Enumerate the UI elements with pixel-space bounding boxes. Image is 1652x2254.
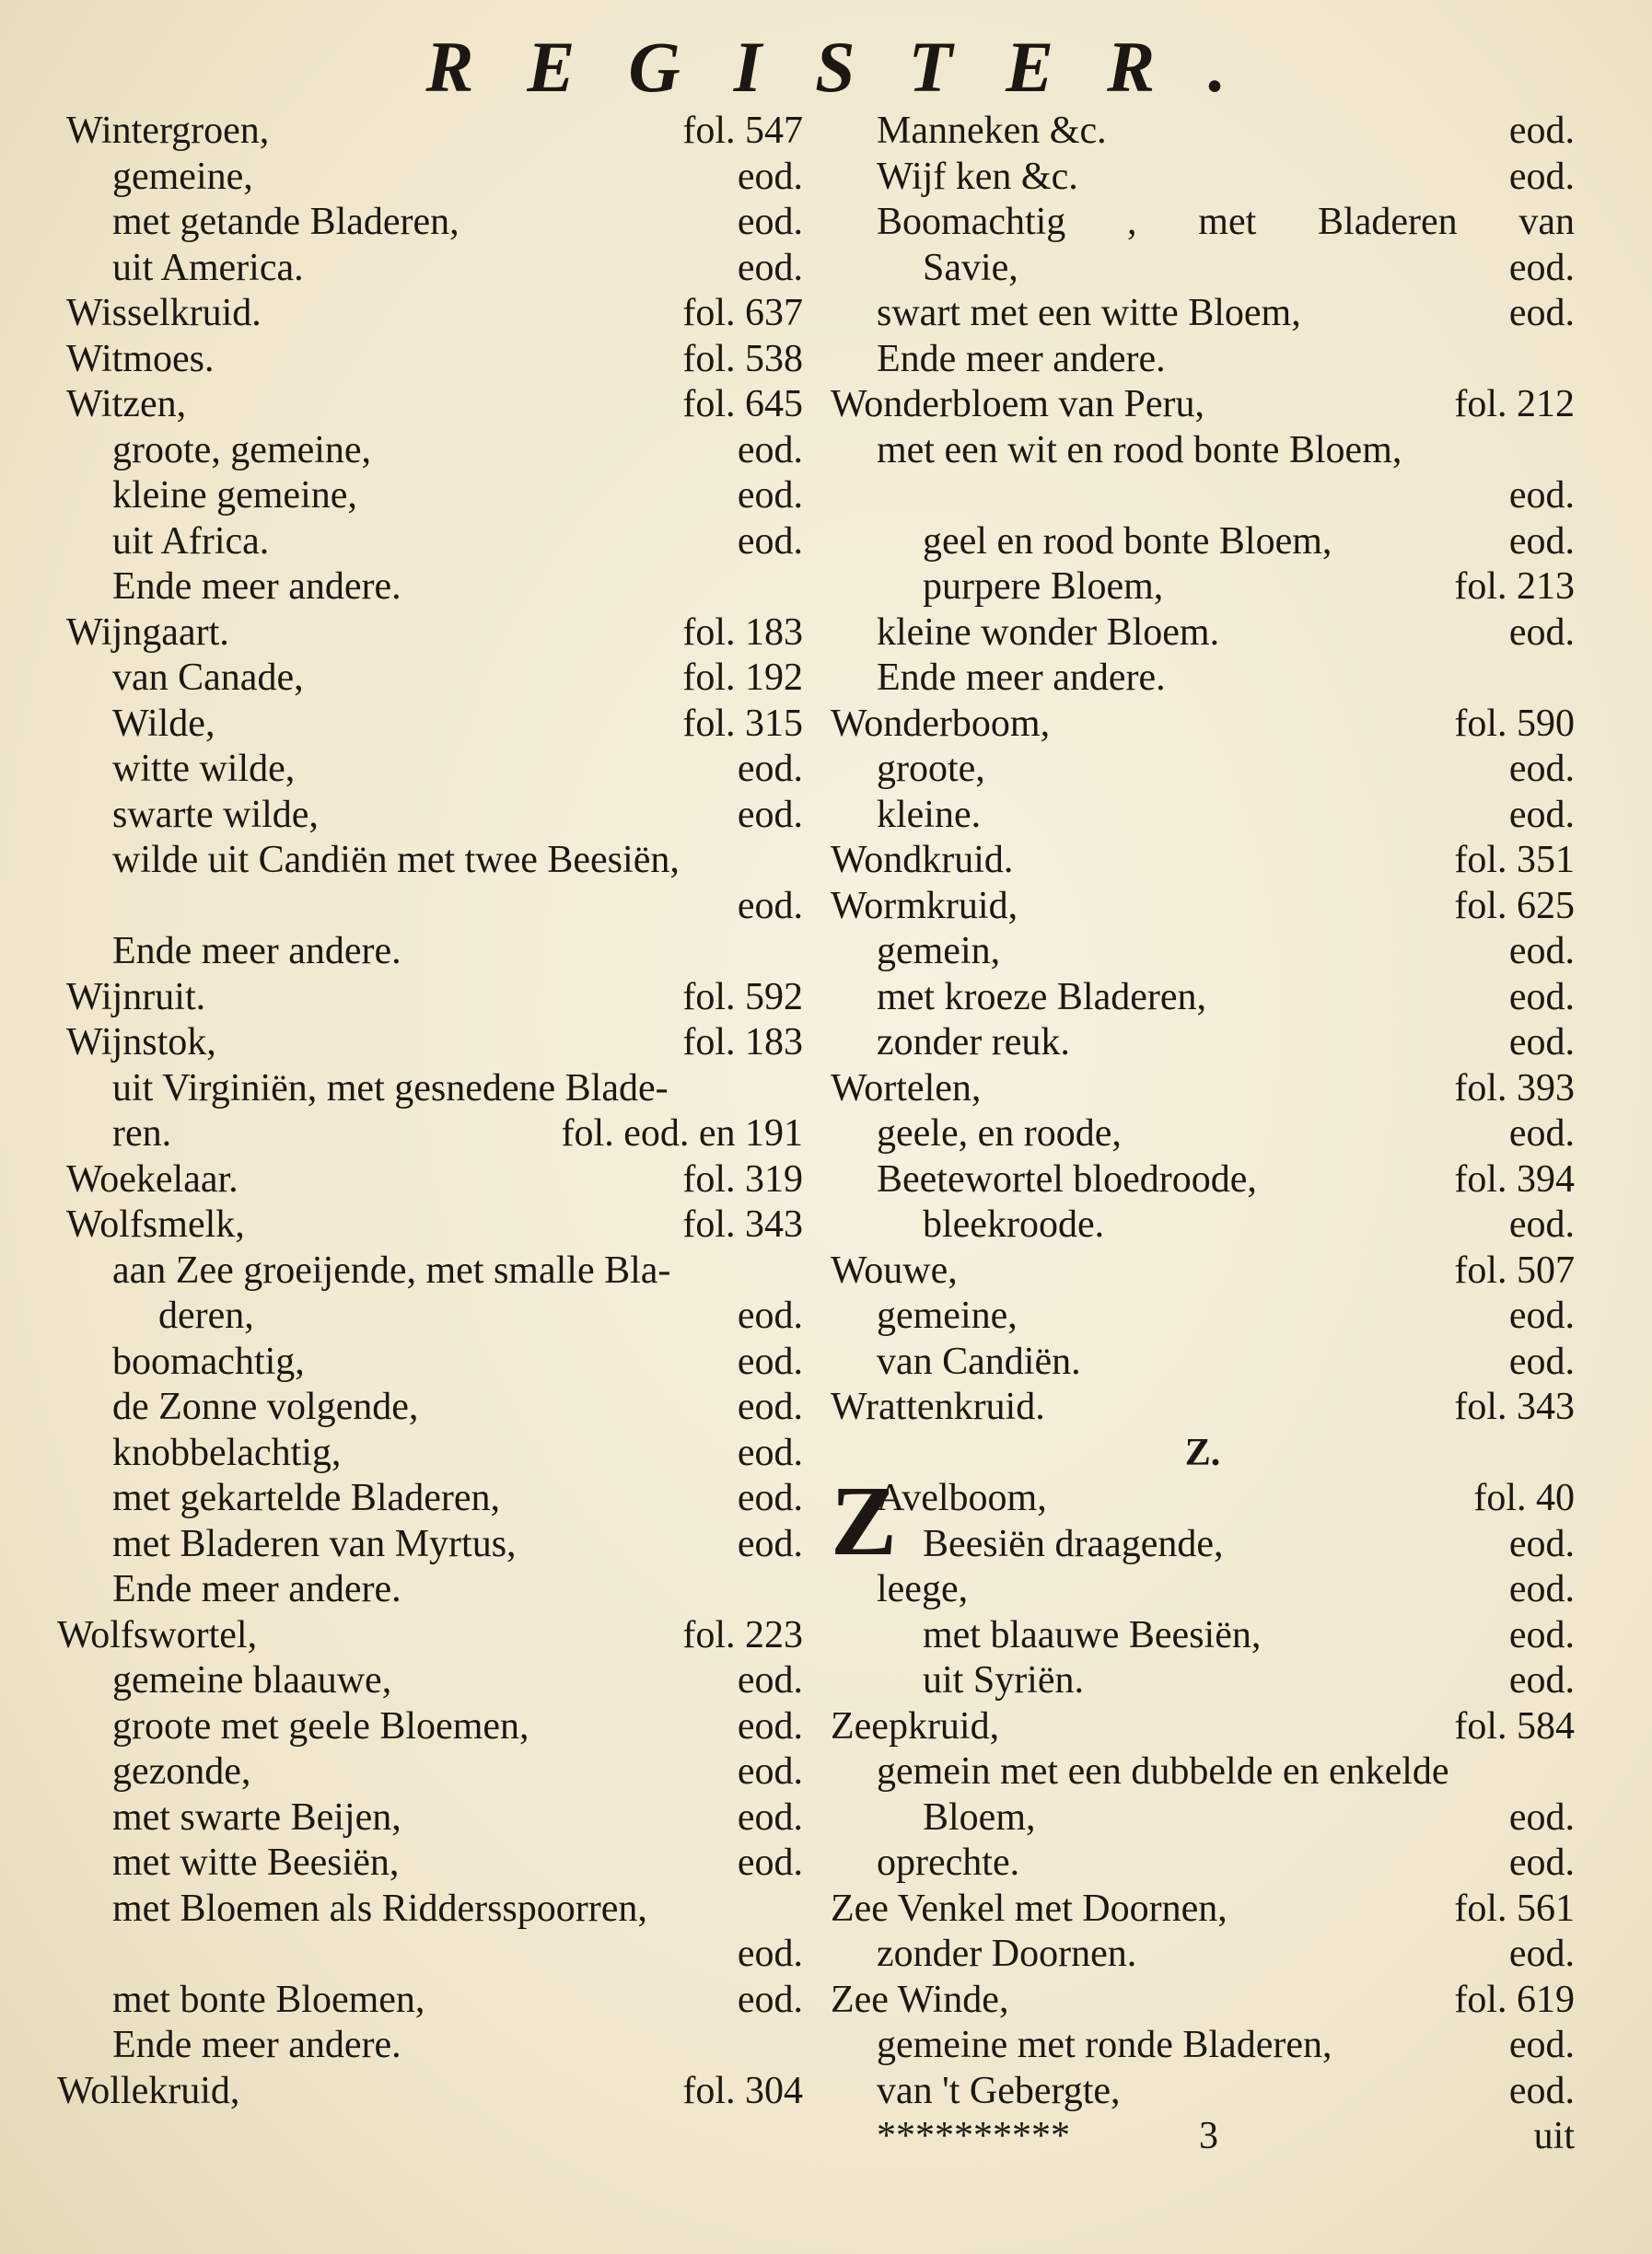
entry-reference: fol. 319: [682, 1157, 803, 1201]
index-entry: [831, 702, 1575, 748]
entry-term: bleekroode.: [923, 1203, 1105, 1246]
index-entry: [831, 200, 1575, 246]
entry-term: Ende meer andere.: [112, 565, 401, 608]
index-entry: [66, 291, 803, 337]
index-entry: [831, 1157, 1575, 1203]
entry-reference: fol. 183: [682, 1021, 803, 1063]
index-entry: [831, 1340, 1575, 1386]
entry-term: Wolfswortel,: [57, 1613, 258, 1656]
entry-term: purpere Bloem,: [923, 565, 1164, 608]
entry-term: Savie,: [923, 246, 1018, 289]
index-entry: [831, 747, 1575, 793]
entry-term: Avelboom,: [877, 1477, 1047, 1519]
index-entry: [66, 1066, 803, 1112]
index-entry: [831, 1841, 1575, 1887]
index-entry: [66, 838, 803, 884]
entry-term: Wondkruid.: [831, 839, 1014, 881]
index-entry: [66, 1385, 803, 1431]
entry-term: met witte Beesiën,: [112, 1842, 400, 1884]
entry-reference: fol. 394: [1454, 1157, 1575, 1201]
entry-reference: fol. 40: [1473, 1477, 1575, 1519]
entry-reference: eod.: [737, 748, 803, 790]
index-entry: [831, 929, 1575, 975]
entry-term: knobbelachtig,: [112, 1431, 342, 1474]
entry-reference: fol. 343: [1454, 1386, 1575, 1428]
entry-reference: fol. 213: [1454, 565, 1575, 608]
entry-term: van Candiën.: [877, 1340, 1081, 1383]
entry-reference: eod.: [737, 1795, 803, 1839]
index-entry: [66, 1249, 803, 1295]
entry-reference: eod.: [737, 1340, 803, 1383]
entry-reference: fol. 561: [1454, 1887, 1575, 1930]
index-entry: [831, 1613, 1575, 1659]
entry-reference: eod.: [737, 1933, 803, 1975]
index-entry: [831, 109, 1575, 155]
index-entry: [66, 1157, 803, 1203]
entry-reference: eod.: [737, 793, 803, 836]
index-entry: [66, 1340, 803, 1386]
entry-term: met een wit en rood bonte Bloem,: [877, 428, 1402, 471]
index-entry: [66, 1795, 803, 1842]
entry-reference: eod.: [1508, 519, 1575, 563]
entry-term: met gekartelde Bladeren,: [112, 1477, 500, 1519]
index-entry: [66, 200, 803, 246]
index-entry: [66, 1522, 803, 1568]
index-entry: [66, 1887, 803, 1933]
entry-term: Ende meer andere.: [112, 2024, 401, 2066]
index-entry: [831, 1522, 1575, 1568]
index-entry: [831, 1203, 1575, 1249]
entry-reference: eod.: [1508, 930, 1575, 972]
index-entry: [57, 1613, 803, 1659]
entry-term: met Bladeren van Myrtus,: [112, 1522, 517, 1565]
entry-term: leege,: [877, 1568, 969, 1610]
index-entry: [66, 1704, 803, 1750]
entry-reference: eod.: [1508, 610, 1575, 654]
index-entry: [66, 610, 803, 656]
entry-term: Wilde,: [112, 702, 215, 745]
entry-term: uit Virginiën, met gesnedene Blade-: [112, 1066, 669, 1110]
index-entry: [66, 1749, 803, 1795]
index-entry: [66, 473, 803, 519]
index-entry: [66, 656, 803, 702]
entry-term: Ende meer andere.: [112, 1568, 401, 1610]
entry-reference: fol. 212: [1454, 383, 1575, 425]
entry-term: Wonderboom,: [831, 702, 1051, 745]
entry-term: Wrattenkruid.: [831, 1386, 1045, 1428]
index-entry: [831, 1887, 1575, 1933]
entry-reference: uit: [1533, 2115, 1575, 2157]
entry-reference: eod.: [1508, 1295, 1575, 1337]
index-entry: [66, 564, 803, 610]
entry-reference: eod.: [1508, 748, 1575, 790]
index-entry: [831, 793, 1575, 839]
right-column: [831, 109, 1575, 2160]
entry-reference: eod.: [737, 1431, 803, 1474]
entry-reference: eod.: [737, 1750, 803, 1793]
entry-reference: fol. 590: [1454, 702, 1575, 745]
index-entry: [66, 1567, 803, 1613]
index-entry: [66, 1431, 803, 1477]
entry-reference: eod.: [737, 1477, 803, 1519]
index-entry: [66, 1658, 803, 1704]
entry-reference: eod.: [737, 1704, 803, 1748]
entry-reference: eod.: [737, 1659, 803, 1702]
entry-term: met kroeze Bladeren,: [877, 975, 1206, 1018]
entry-term: ren.: [112, 1112, 172, 1155]
index-entry: [66, 109, 803, 155]
entry-reference: fol. 538: [682, 337, 803, 380]
index-entry: [831, 473, 1575, 519]
entry-term: Z.: [1184, 1431, 1221, 1474]
entry-reference: eod.: [1508, 292, 1575, 334]
index-entry: [66, 1841, 803, 1887]
entry-term: de Zonne volgende,: [112, 1386, 419, 1428]
entry-reference: fol. 637: [682, 292, 803, 334]
entry-reference: eod.: [1508, 975, 1575, 1018]
entry-term: Wouwe,: [831, 1249, 958, 1292]
index-entry: [66, 1476, 803, 1522]
entry-term: Witzen,: [66, 383, 187, 425]
index-entry: [66, 2023, 803, 2069]
entry-term: Ende meer andere.: [112, 930, 401, 972]
entry-term: gemeine,: [112, 155, 253, 198]
entry-reference: fol. 507: [1454, 1249, 1575, 1292]
index-entry: [831, 1111, 1575, 1157]
entry-reference: eod.: [1508, 1842, 1575, 1884]
entry-term: van Canade,: [112, 656, 304, 699]
entry-term: Wonderbloem van Peru,: [831, 383, 1205, 425]
entry-term: oprechte.: [877, 1842, 1020, 1884]
entry-term: geel en rood bonte Bloem,: [923, 519, 1332, 563]
entry-term: met bonte Bloemen,: [112, 1978, 425, 2021]
entry-reference: fol. 192: [682, 656, 803, 699]
index-entry: [66, 1020, 803, 1066]
entry-reference: eod.: [737, 1386, 803, 1428]
entry-term: aan Zee groeijende, met smalle Bla-: [112, 1249, 671, 1292]
index-entry: [57, 2069, 803, 2115]
entry-term: met blaauwe Beesiën,: [923, 1613, 1262, 1656]
entry-term: kleine gemeine,: [112, 474, 357, 517]
index-entry: [831, 975, 1575, 1021]
entry-reference: eod.: [1508, 1613, 1575, 1656]
index-entry: [831, 1249, 1575, 1295]
entry-reference: fol. 393: [1454, 1066, 1575, 1110]
entry-term: groote, gemeine,: [112, 428, 372, 471]
entry-term: gemein,: [877, 930, 1001, 972]
entry-term: Wormkruid,: [831, 884, 1018, 927]
entry-reference: eod.: [1508, 1203, 1575, 1246]
entry-term: kleine wonder Bloem.: [877, 610, 1220, 654]
entry-term: Wijngaart.: [66, 610, 229, 654]
index-entry: [831, 519, 1575, 565]
entry-term: Ende meer andere.: [877, 656, 1166, 699]
entry-reference: eod.: [737, 1842, 803, 1884]
entry-reference: eod.: [737, 246, 803, 289]
index-entry: [831, 564, 1575, 610]
entry-term: gezonde,: [112, 1750, 251, 1793]
entry-reference: eod.: [1508, 1522, 1575, 1565]
index-entry: [831, 1567, 1575, 1613]
entry-term: Wintergroen,: [66, 110, 270, 152]
index-entry: [66, 428, 803, 474]
index-entry: [831, 291, 1575, 337]
entry-reference: fol. 351: [1454, 839, 1575, 881]
entry-reference: eod.: [1508, 1933, 1575, 1975]
entry-term: Manneken &c.: [877, 110, 1107, 152]
entry-reference: fol. 645: [682, 383, 803, 425]
entry-term: gemeine met ronde Bladeren,: [877, 2024, 1332, 2066]
index-entry: [831, 2069, 1575, 2115]
index-entry: [831, 884, 1575, 930]
entry-reference: eod.: [1508, 793, 1575, 836]
entry-reference: eod.: [737, 1295, 803, 1337]
index-entry: [831, 1932, 1575, 1978]
index-entry: [831, 610, 1575, 656]
entry-term: gemeine,: [877, 1295, 1018, 1337]
entry-reference: fol. 592: [682, 975, 803, 1018]
entry-term: Zee Venkel met Doornen,: [831, 1887, 1227, 1930]
entry-term: Beetewortel bloedroode,: [877, 1157, 1257, 1201]
entry-reference: eod.: [737, 201, 803, 243]
entry-reference: eod.: [737, 474, 803, 517]
entry-reference: eod.: [1508, 1568, 1575, 1610]
entry-term: Bloem,: [923, 1795, 1036, 1839]
entry-term: zonder Doornen.: [877, 1933, 1137, 1975]
entry-reference: eod.: [1508, 1021, 1575, 1063]
index-entry: [831, 1066, 1575, 1112]
entry-reference: fol. 584: [1454, 1704, 1575, 1748]
index-entry: [831, 246, 1575, 292]
index-entry: [66, 747, 803, 793]
entry-term: Wolfsmelk,: [66, 1203, 245, 1246]
entry-term: Wortelen,: [831, 1066, 982, 1110]
entry-term: Wisselkruid.: [66, 292, 262, 334]
index-entry: [831, 1658, 1575, 1704]
index-entry: [66, 1294, 803, 1340]
index-entry: [831, 656, 1575, 702]
entry-reference: eod.: [737, 519, 803, 563]
entry-reference: fol. 343: [682, 1203, 803, 1246]
entry-reference: eod.: [1508, 474, 1575, 517]
left-column: [57, 109, 803, 2114]
entry-term: swart met een witte Bloem,: [877, 292, 1301, 334]
entry-term: uit Africa.: [112, 519, 270, 563]
entry-term: Wollekruid,: [57, 2069, 240, 2112]
entry-term: groote met geele Bloemen,: [112, 1704, 529, 1748]
entry-term: Zeepkruid,: [831, 1704, 1000, 1748]
index-entry: [831, 2114, 1575, 2160]
entry-reference: fol. eod. en 191: [561, 1112, 803, 1155]
entry-reference: fol. 223: [682, 1613, 803, 1656]
entry-term: Ende meer andere.: [877, 337, 1166, 380]
entry-reference: fol. 619: [1454, 1978, 1575, 2021]
entry-term: Wijf ken &c.: [877, 155, 1078, 198]
entry-term: kleine.: [877, 793, 982, 836]
entry-reference: fol. 547: [682, 110, 803, 152]
signature-mark: 3: [1199, 2115, 1218, 2157]
entry-term: uit Syriën.: [923, 1659, 1084, 1702]
entry-reference: eod.: [1508, 246, 1575, 289]
entry-reference: eod.: [737, 1522, 803, 1565]
index-entry: [831, 1978, 1575, 2024]
index-entry: [831, 838, 1575, 884]
index-entry: [66, 884, 803, 930]
entry-term: met Bloemen als Riddersspoorren,: [112, 1887, 647, 1930]
drop-cap: Z: [831, 1467, 898, 1576]
index-entry: [66, 519, 803, 565]
entry-reference: eod.: [737, 1978, 803, 2021]
index-entry: [831, 337, 1575, 383]
entry-term: gemein met een dubbelde en enkelde: [877, 1750, 1449, 1793]
entry-term: swarte wilde,: [112, 793, 319, 836]
index-entry: [66, 929, 803, 975]
entry-reference: eod.: [1508, 1112, 1575, 1155]
index-entry: [66, 337, 803, 383]
index-entry: [831, 1385, 1575, 1431]
page-title: REGISTER.: [425, 27, 1280, 107]
index-entry: [66, 1978, 803, 2024]
entry-reference: eod.: [737, 428, 803, 471]
index-entry: [831, 2023, 1575, 2069]
index-entry: [66, 1111, 803, 1157]
entry-term: met swarte Beijen,: [112, 1795, 401, 1839]
index-entry: [66, 702, 803, 748]
entry-term: Boomachtig , met Bladeren van: [877, 201, 1575, 243]
index-entry: [831, 1431, 1575, 1477]
entry-term: Witmoes.: [66, 337, 215, 380]
entry-reference: fol. 304: [682, 2069, 803, 2112]
entry-term: Wijnruit.: [66, 975, 206, 1018]
entry-term: Woekelaar.: [66, 1157, 238, 1201]
index-entry: [66, 975, 803, 1021]
index-entry: [66, 1203, 803, 1249]
entry-term: van 't Gebergte,: [877, 2069, 1121, 2112]
entry-reference: fol. 625: [1454, 884, 1575, 927]
entry-reference: eod.: [1508, 1340, 1575, 1383]
entry-reference: eod.: [1508, 1795, 1575, 1839]
index-entry: [66, 382, 803, 428]
entry-reference: eod.: [1508, 110, 1575, 152]
entry-reference: eod.: [1508, 1659, 1575, 1702]
entry-term: Wijnstok,: [66, 1021, 216, 1063]
index-entry: [831, 428, 1575, 474]
index-entry: [66, 155, 803, 201]
index-entry: [66, 793, 803, 839]
entry-term: Zee Winde,: [831, 1978, 1009, 2021]
index-entry: [831, 1704, 1575, 1750]
entry-term: uit America.: [112, 246, 304, 289]
entry-term: wilde uit Candiën met twee Beesiën,: [112, 839, 680, 881]
index-entry: [831, 1294, 1575, 1340]
index-entry: [831, 1795, 1575, 1842]
index-entry: [831, 1020, 1575, 1066]
entry-reference: fol. 315: [682, 702, 803, 745]
entry-term: groote,: [877, 748, 985, 790]
entry-term: met getande Bladeren,: [112, 201, 460, 243]
entry-term: geele, en roode,: [877, 1112, 1122, 1155]
entry-term: boomachtig,: [112, 1340, 305, 1383]
entry-term: gemeine blaauwe,: [112, 1659, 392, 1702]
entry-reference: fol. 183: [682, 610, 803, 654]
entry-term: deren,: [158, 1295, 254, 1337]
index-entry: [66, 246, 803, 292]
entry-term: **********: [877, 2115, 1070, 2157]
entry-term: Beesiën draagende,: [923, 1522, 1224, 1565]
entry-reference: eod.: [1508, 155, 1575, 198]
entry-reference: eod.: [737, 884, 803, 927]
index-entry: [831, 1749, 1575, 1795]
entry-reference: eod.: [737, 155, 803, 198]
entry-reference: eod.: [1508, 2069, 1575, 2112]
entry-term: witte wilde,: [112, 748, 296, 790]
index-entry: [831, 382, 1575, 428]
entry-reference: eod.: [1508, 2024, 1575, 2066]
index-entry: [831, 155, 1575, 201]
entry-term: zonder reuk.: [877, 1021, 1070, 1063]
index-entry: [66, 1932, 803, 1978]
